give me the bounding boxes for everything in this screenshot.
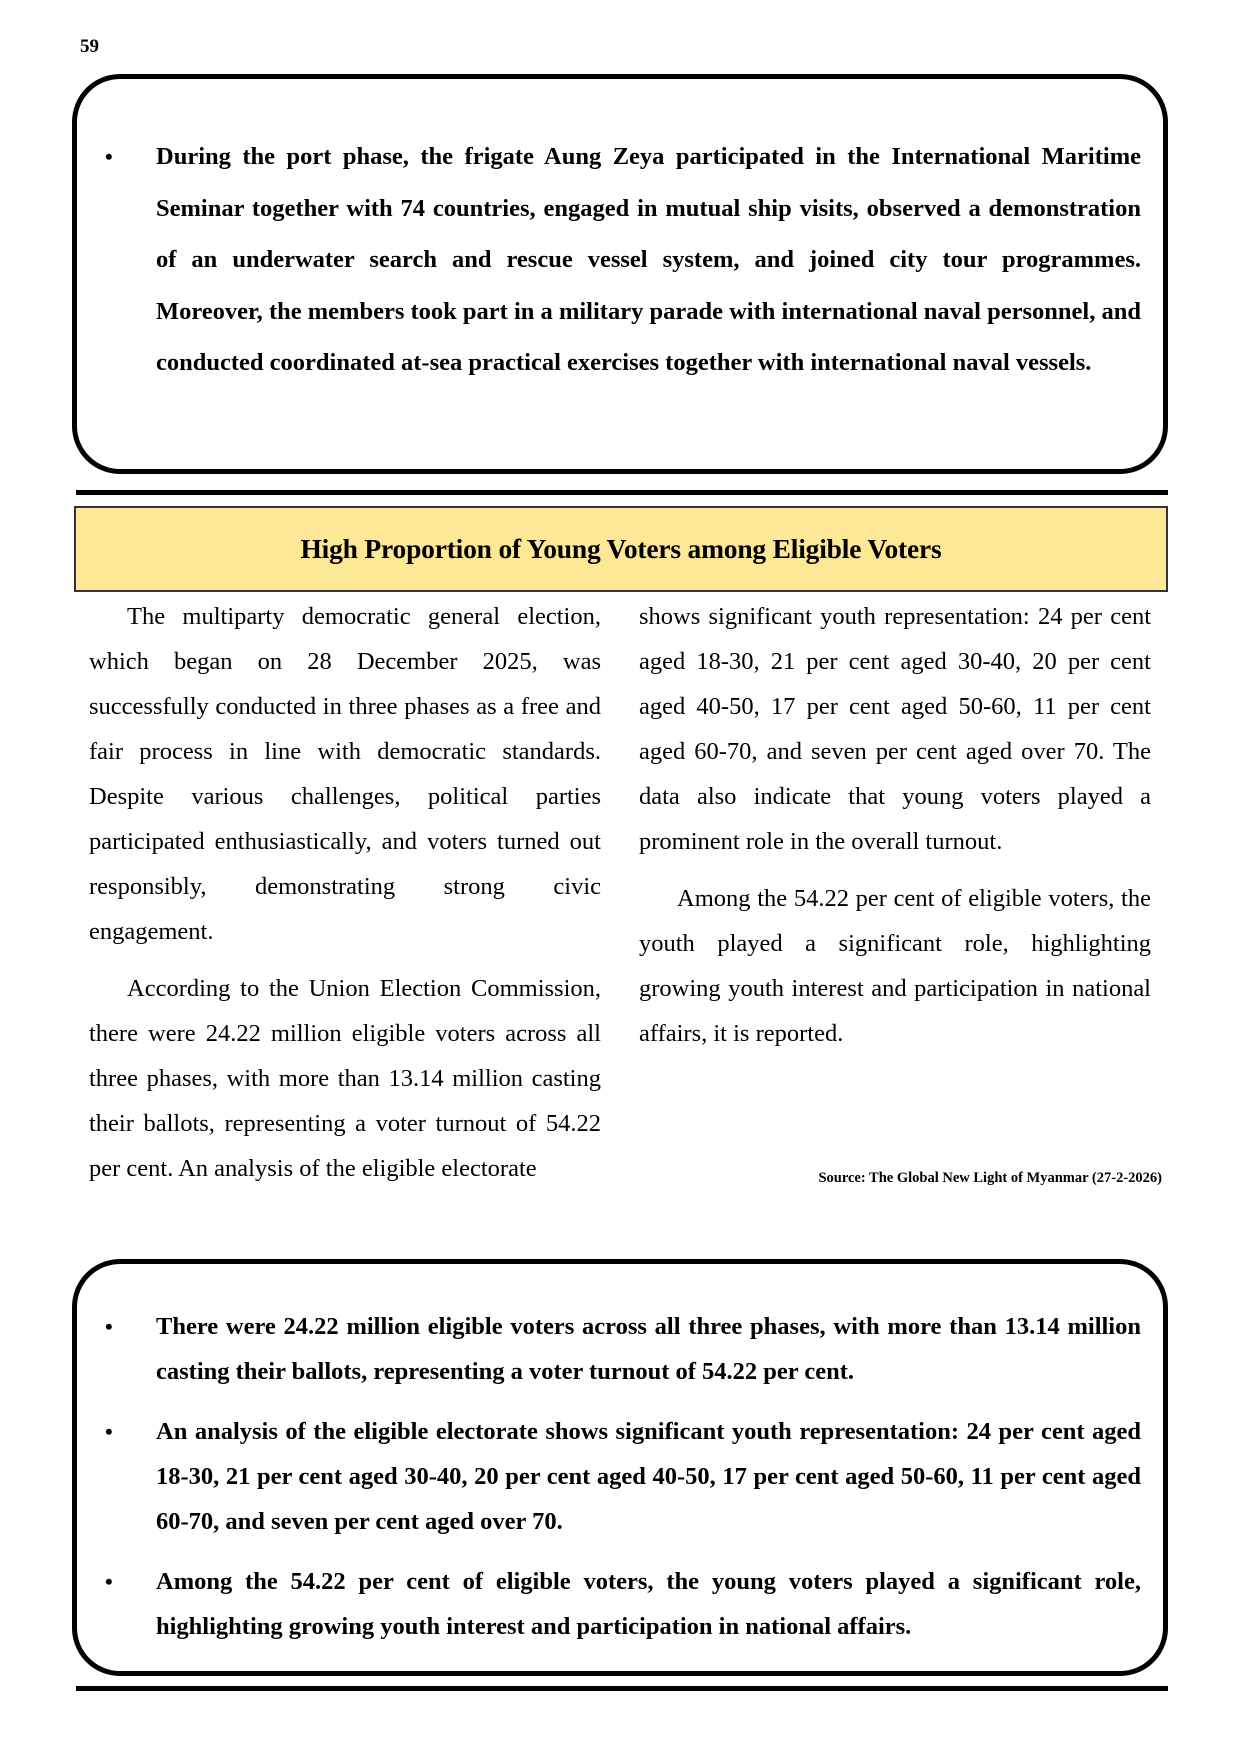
summary-box-bottom <box>72 1259 1168 1676</box>
bullet-icon: • <box>105 1569 113 1594</box>
paragraph: According to the Union Election Commission, there were 24.22 million eligible voters across all three phases, with more than 13.14 million casting their ballots, representing a voter turnout of 54.22 per cent. An analysis of the eligible electorate <box>89 975 601 1182</box>
bullet-item <box>99 1409 1141 1544</box>
bullet-list-top <box>99 131 1141 389</box>
bullet-item <box>99 131 1141 389</box>
bullet-item <box>99 1304 1141 1394</box>
paragraph: The multiparty democratic general election, which began on 28 December 2025, was successfully conducted in three phases as a free and fair process in line with democratic standards. Despite various challenges, political parties participated enthusiastically, and voters turned out responsibly, demonstrating strong civic engagement. <box>89 603 601 945</box>
bullet-text: During the port phase, the frigate Aung Zeya participated in the International Maritime Seminar together with 74 countries, engaged in mutual ship visits, observed a demonstration of an underwater search and rescue vessel system, and joined city tour programmes. Moreover, the members took part in a military parade with international naval personnel, and conducted coordinated at-sea practical exercises together with international naval vessels. <box>156 143 1141 376</box>
bullet-item <box>99 1559 1141 1649</box>
paragraph: Among the 54.22 per cent of eligible voters, the youth played a significant role, highlighting growing youth interest and participation in national affairs, it is reported. <box>639 885 1151 1047</box>
bullet-text: An analysis of the eligible electorate shows significant youth representation: 24 per cent aged 18-30, 21 per cent aged 30-40, 20 per cent aged 40-50, 17 per cent aged 50-60, 11 per cent aged 60-70, and seven per cent aged over 70. <box>156 1418 1141 1535</box>
bullet-list-bottom <box>99 1304 1141 1649</box>
bullet-text: Among the 54.22 per cent of eligible voters, the young voters played a significant role, highlighting growing youth interest and participation in national affairs. <box>156 1568 1141 1640</box>
bullet-icon: • <box>105 1314 113 1339</box>
article-title: High Proportion of Young Voters among Eligible Voters <box>300 533 942 564</box>
horizontal-divider <box>76 1686 1168 1691</box>
bullet-text: There were 24.22 million eligible voters across all three phases, with more than 13.14 million casting their ballots, representing a voter turnout of 54.22 per cent. <box>156 1313 1141 1385</box>
bullet-icon: • <box>105 144 113 169</box>
source-citation: Source: The Global New Light of Myanmar (27-2-2026) <box>818 1170 1162 1186</box>
paragraph: shows significant youth representation: 24 per cent aged 18-30, 21 per cent aged 30-40, 20 per cent aged 40-50, 17 per cent aged 50-60, 11 per cent aged 60-70, and seven per cent aged over 70. The data also indicate that young voters played a prominent role in the overall turnout. <box>639 603 1151 855</box>
horizontal-divider <box>76 490 1168 495</box>
summary-box-top <box>72 74 1168 474</box>
bullet-icon: • <box>105 1419 113 1444</box>
article-column-left <box>89 594 601 1203</box>
article-title-banner <box>74 506 1168 592</box>
article-column-right <box>639 594 1151 1068</box>
page-number: 59 <box>80 36 99 57</box>
